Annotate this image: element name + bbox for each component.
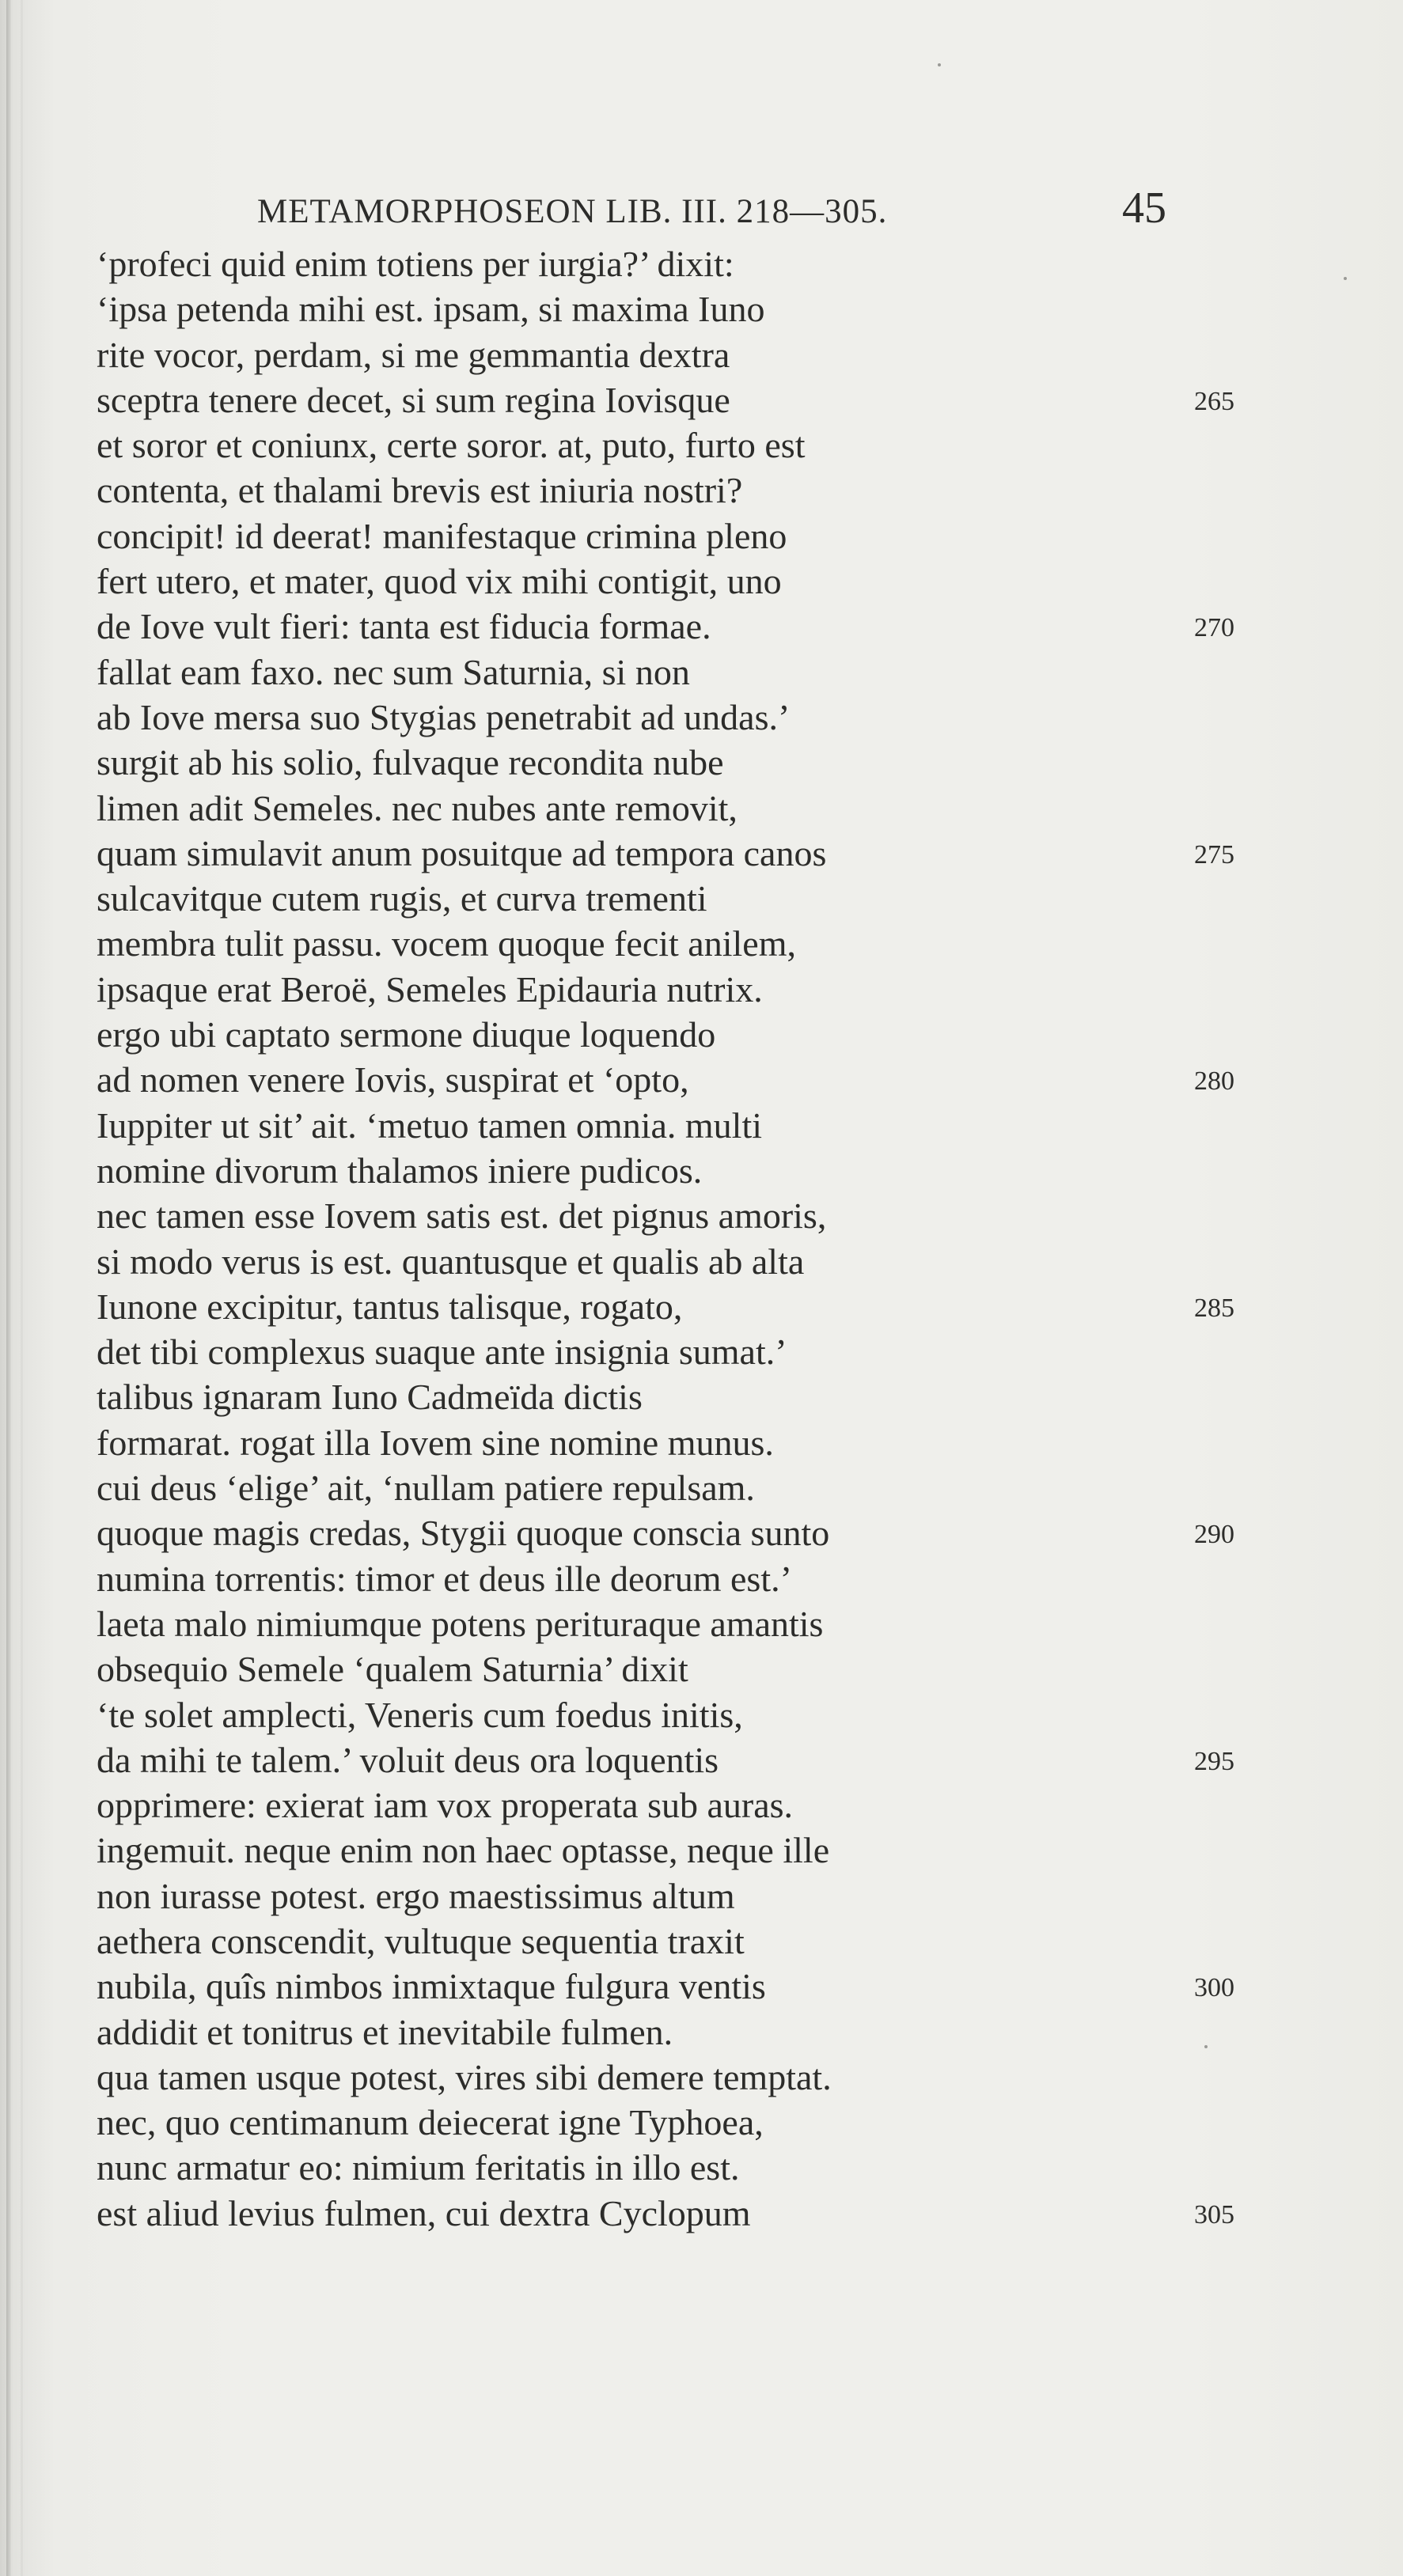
verse-line — [0, 1103, 1403, 1148]
verse-block — [0, 241, 1403, 2236]
verse-text: da mihi te talem.’ voluit deus ora loquentis — [97, 1739, 719, 1780]
paper-speck — [938, 63, 941, 66]
line-number: 295 — [1194, 1746, 1234, 1776]
verse-line — [0, 1919, 1403, 1964]
verse-line — [0, 1510, 1403, 1555]
verse-text: ‘ipsa petenda mihi est. ipsam, si maxima Iuno — [97, 289, 765, 330]
line-number: 285 — [1194, 1293, 1234, 1323]
verse-text: aethera conscendit, vultuque sequentia traxit — [97, 1920, 745, 1961]
verse-text: numina torrentis: timor et deus ille deorum est.’ — [97, 1558, 792, 1599]
verse-text: cui deus ‘elige’ ait, ‘nullam patiere repulsam. — [97, 1468, 755, 1509]
line-number: 270 — [1194, 613, 1234, 643]
verse-line — [0, 831, 1403, 876]
line-number: 280 — [1194, 1066, 1234, 1097]
verse-text: si modo verus is est. quantusque et qualis ab alta — [97, 1241, 805, 1282]
page-header — [0, 184, 1403, 244]
verse-line — [0, 695, 1403, 740]
verse-text: nec, quo centimanum deiecerat igne Typhoea, — [97, 2102, 764, 2143]
verse-line — [0, 1964, 1403, 2009]
verse-text: ergo ubi captato sermone diuque loquendo — [97, 1014, 716, 1055]
verse-line — [0, 1148, 1403, 1193]
verse-line — [0, 377, 1403, 422]
verse-line — [0, 1420, 1403, 1465]
line-number: 275 — [1194, 839, 1234, 869]
verse-text: nunc armatur eo: nimium feritatis in illo est. — [97, 2147, 740, 2188]
verse-text: sulcavitque cutem rugis, et curva trementi — [97, 878, 707, 919]
verse-line — [0, 241, 1403, 286]
verse-text: ad nomen venere Iovis, suspirat et ‘opto, — [97, 1059, 689, 1100]
verse-line — [0, 468, 1403, 513]
verse-line — [0, 1465, 1403, 1510]
verse-line — [0, 286, 1403, 331]
verse-text: nomine divorum thalamos iniere pudicos. — [97, 1150, 703, 1191]
verse-text: Iunone excipitur, tantus talisque, rogato, — [97, 1286, 683, 1327]
verse-line — [0, 1873, 1403, 1919]
line-number: 305 — [1194, 2199, 1234, 2229]
verse-line — [0, 513, 1403, 559]
verse-text: ‘profeci quid enim totiens per iurgia?’ dixit: — [97, 244, 734, 284]
verse-text: limen adit Semeles. nec nubes ante removit, — [97, 787, 738, 828]
verse-text: ‘te solet amplecti, Veneris cum foedus initis, — [97, 1694, 743, 1735]
verse-line — [0, 1556, 1403, 1601]
verse-line — [0, 1646, 1403, 1691]
verse-line — [0, 2055, 1403, 2100]
verse-text: ipsaque erat Beroë, Semeles Epidauria nutrix. — [97, 968, 763, 1010]
verse-text: talibus ignaram Iuno Cadmeïda dictis — [97, 1377, 643, 1418]
verse-text: laeta malo nimiumque potens perituraque amantis — [97, 1603, 824, 1644]
verse-text: ab Iove mersa suo Stygias penetrabit ad undas.’ — [97, 696, 791, 737]
verse-text: ingemuit. neque enim non haec optasse, neque ille — [97, 1830, 830, 1871]
verse-text: qua tamen usque potest, vires sibi demere temptat. — [97, 2056, 832, 2097]
verse-text: fert utero, et mater, quod vix mihi contigit, uno — [97, 561, 782, 602]
verse-text: formarat. rogat illa Iovem sine nomine munus. — [97, 1422, 774, 1463]
verse-line — [0, 1193, 1403, 1238]
verse-text: de Iove vult fieri: tanta est fiducia formae. — [97, 606, 711, 647]
verse-line — [0, 786, 1403, 831]
verse-line — [0, 650, 1403, 695]
verse-line — [0, 1284, 1403, 1329]
verse-text: obsequio Semele ‘qualem Saturnia’ dixit — [97, 1649, 688, 1690]
line-number: 290 — [1194, 1520, 1234, 1550]
verse-line — [0, 2010, 1403, 2055]
verse-text: nubila, quîs nimbos inmixtaque fulgura ventis — [97, 1966, 766, 2007]
verse-text: non iurasse potest. ergo maestissimus altum — [97, 1875, 735, 1916]
verse-line — [0, 604, 1403, 649]
verse-text: surgit ab his solio, fulvaque recondita nube — [97, 742, 724, 783]
verse-text: membra tulit passu. vocem quoque fecit anilem, — [97, 923, 796, 964]
verse-line — [0, 740, 1403, 785]
verse-text: opprimere: exierat iam vox properata sub auras. — [97, 1785, 794, 1826]
verse-line — [0, 1601, 1403, 1646]
line-number: 265 — [1194, 386, 1234, 416]
verse-line — [0, 1374, 1403, 1419]
verse-line — [0, 1737, 1403, 1782]
verse-line — [0, 1057, 1403, 1102]
verse-text: et soror et coniunx, certe soror. at, puto, furto est — [97, 425, 806, 466]
verse-text: fallat eam faxo. nec sum Saturnia, si non — [97, 651, 690, 692]
verse-line — [0, 876, 1403, 921]
verse-line — [0, 2145, 1403, 2190]
verse-text: contenta, et thalami brevis est iniuria nostri? — [97, 470, 743, 511]
running-title: METAMORPHOSEON LIB. III. 218—305. — [257, 193, 888, 230]
verse-line — [0, 332, 1403, 377]
verse-text: nec tamen esse Iovem satis est. det pignus amoris, — [97, 1195, 827, 1237]
verse-line — [0, 1329, 1403, 1374]
verse-text: sceptra tenere decet, si sum regina Iovisque — [97, 379, 730, 420]
verse-text: est aliud levius fulmen, cui dextra Cyclopum — [97, 2192, 751, 2233]
line-number: 300 — [1194, 1973, 1234, 2003]
page-number: 45 — [1122, 184, 1166, 233]
verse-text: quam simulavit anum posuitque ad tempora canos — [97, 832, 827, 873]
verse-line — [0, 1239, 1403, 1284]
verse-line — [0, 559, 1403, 604]
verse-text: rite vocor, perdam, si me gemmantia dextra — [97, 334, 730, 375]
verse-line — [0, 1782, 1403, 1828]
verse-line — [0, 1828, 1403, 1873]
verse-line — [0, 1012, 1403, 1057]
verse-text: concipit! id deerat! manifestaque crimina pleno — [97, 515, 787, 556]
verse-line — [0, 422, 1403, 468]
verse-line — [0, 921, 1403, 966]
verse-line — [0, 967, 1403, 1012]
verse-line — [0, 1692, 1403, 1737]
verse-text: det tibi complexus suaque ante insignia sumat.’ — [97, 1332, 787, 1373]
verse-text: Iuppiter ut sit’ ait. ‘metuo tamen omnia. multi — [97, 1104, 763, 1146]
verse-line — [0, 2191, 1403, 2236]
verse-text: quoque magis credas, Stygii quoque conscia sunto — [97, 1513, 830, 1554]
verse-text: addidit et tonitrus et inevitabile fulmen. — [97, 2011, 673, 2052]
verse-line — [0, 2100, 1403, 2145]
